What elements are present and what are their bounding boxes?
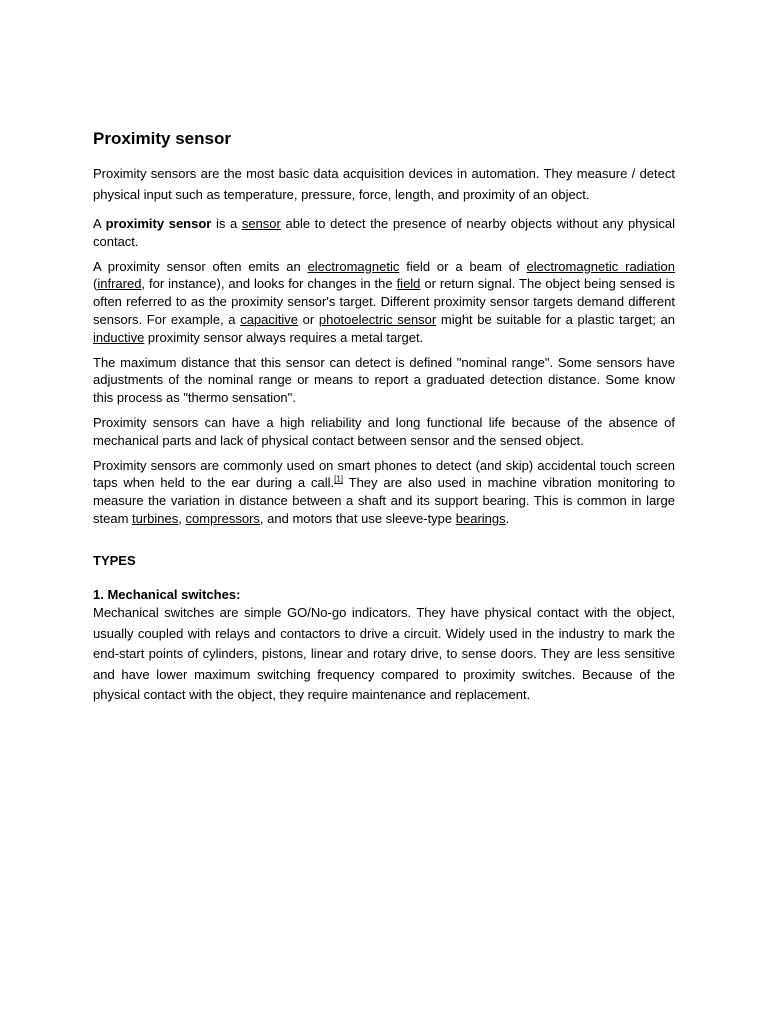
emission-paragraph bbox=[93, 258, 675, 347]
link-field[interactable]: field bbox=[396, 276, 421, 292]
text-run: might be suitable for a plastic target; an bbox=[436, 311, 675, 327]
text-run: , and motors that use sleeve-type bbox=[259, 510, 456, 526]
reference-link[interactable]: [1] bbox=[334, 475, 344, 485]
link-bearings[interactable]: bearings bbox=[455, 510, 506, 526]
bold-term: proximity sensor bbox=[105, 216, 212, 231]
text-run: field or a beam of bbox=[399, 258, 527, 274]
link-compressors[interactable]: compressors bbox=[185, 510, 260, 526]
document-body bbox=[93, 128, 675, 713]
link-inductive[interactable]: inductive bbox=[93, 329, 145, 345]
intro-paragraph: Proximity sensors are the most basic data acquisition devices in automation. They measure / detect physical input such as temperature, pressure, force, length, and proximity of an object. bbox=[93, 166, 675, 202]
text-run: able to detect the presence of nearby objects without any physical contact. bbox=[93, 216, 675, 249]
text-run: proximity sensor always requires a metal target. bbox=[144, 329, 424, 345]
link-electromagnetic-radiation[interactable]: electromagnetic radiation bbox=[526, 258, 675, 274]
text-run: or return signal. The object being sensed is often referred to as the proximity sensor's target. Different proximity sensor targets demand different sensors. For example, a bbox=[93, 276, 675, 327]
text-run: A proximity sensor often emits an bbox=[93, 258, 308, 274]
text-run: ( bbox=[93, 276, 98, 292]
applications-paragraph bbox=[93, 457, 675, 528]
range-paragraph: The maximum distance that this sensor can detect is defined "nominal range". Some sensors have adjustments of the nominal range or means to report a graduated detection distance. Some know this process as "thermo sensation". bbox=[93, 354, 675, 406]
text-run: . bbox=[505, 510, 510, 526]
link-infrared[interactable]: infrared bbox=[97, 276, 142, 292]
text-run: is a bbox=[211, 216, 242, 231]
link-electromagnetic[interactable]: electromagnetic bbox=[307, 258, 400, 274]
link-photoelectric-sensor[interactable]: photoelectric sensor bbox=[318, 311, 437, 327]
text-run: , for instance), and looks for changes in the bbox=[141, 276, 397, 292]
section-heading-mechanical-switches: 1. Mechanical switches: bbox=[93, 586, 241, 602]
definition-paragraph bbox=[93, 215, 675, 251]
page-title: Proximity sensor bbox=[93, 129, 231, 148]
link-turbines[interactable]: turbines bbox=[132, 510, 179, 526]
types-heading: TYPES bbox=[93, 552, 136, 568]
link-capacitive[interactable]: capacitive bbox=[240, 311, 298, 327]
text-run: or bbox=[298, 311, 319, 327]
text-run: Proximity sensors are commonly used on smart phones to detect (and skip) accidental touch screen taps when held to the ear during a call. bbox=[93, 457, 675, 491]
text-run: They are also used in machine vibration monitoring to measure the variation in distance between a shaft and its support bearing. This is common in large steam bbox=[93, 475, 675, 526]
mechanical-switches-paragraph: Mechanical switches are simple GO/No-go indicators. They have physical contact with the object, usually coupled with relays and contactors to drive a circuit. Widely used in the industry to mark the end-start points of cylinders, pistons, linear and rotary drive, to sense doors. They are less sensitive and have lower maximum switching frequency compared to proximity switches. Because of the physical contact with the object, they require maintenance and replacement. bbox=[93, 605, 675, 703]
link-sensor[interactable]: sensor bbox=[241, 216, 281, 231]
text-run: A bbox=[93, 216, 106, 231]
reliability-paragraph: Proximity sensors can have a high reliability and long functional life because of the absence of mechanical parts and lack of physical contact between sensor and the sensed object. bbox=[93, 414, 675, 448]
text-run: , bbox=[178, 510, 186, 526]
